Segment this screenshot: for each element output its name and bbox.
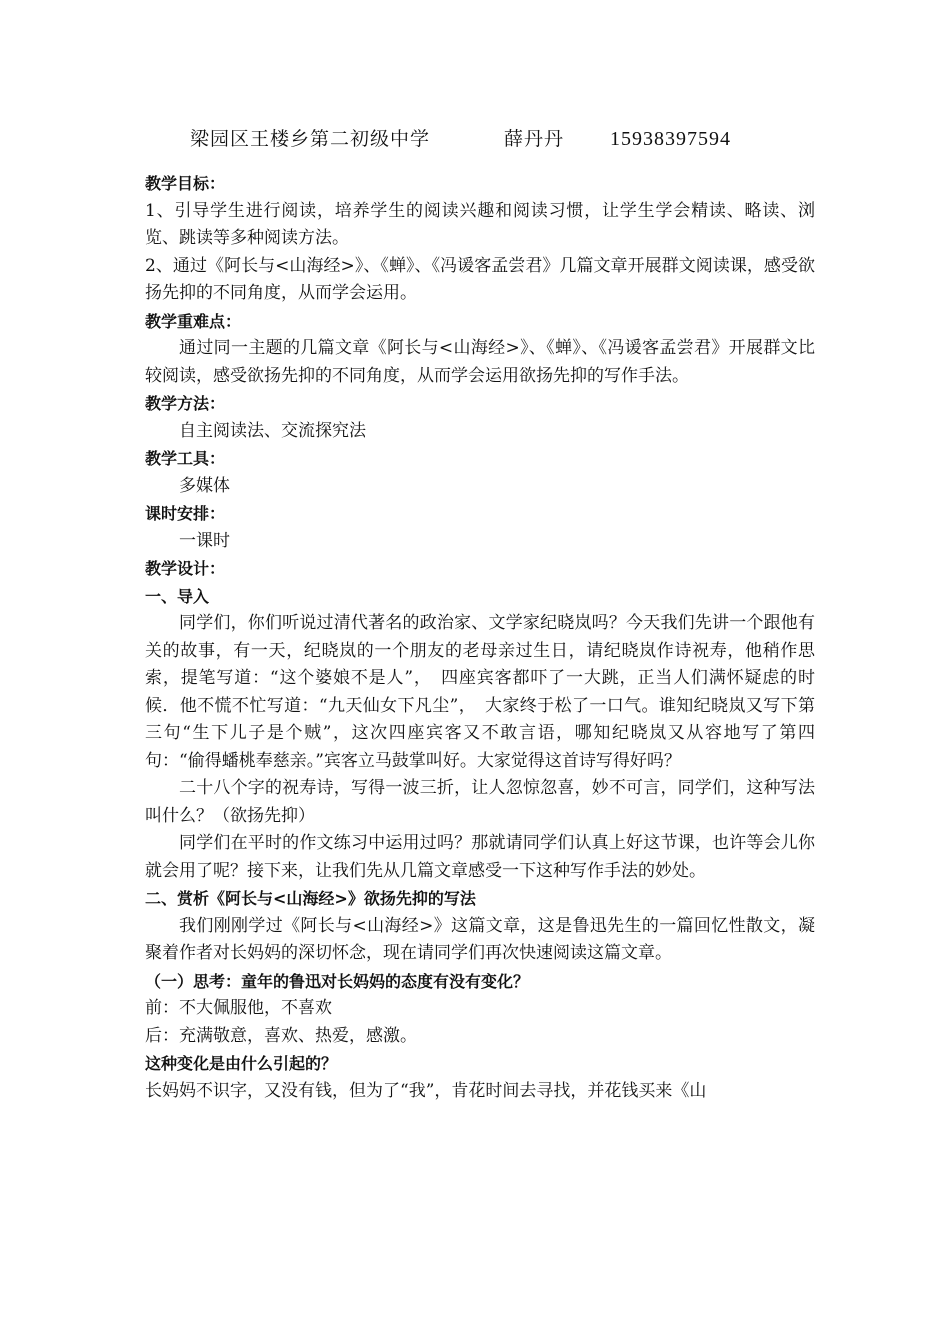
paragraph-key-points: 通过同一主题的几篇文章《阿长与<山海经>》、《蝉》、《冯谖客孟尝君》开展群文比较阅读，感受欲扬先抑的不同角度，从而学会运用欲扬先抑的写作手法。 <box>145 338 815 386</box>
section-heading-design: 教学设计： <box>145 559 226 578</box>
phone-number: 15938397594 <box>610 128 732 150</box>
section-heading-goals: 教学目标： <box>145 174 226 193</box>
section-heading-key-points: 教学重难点： <box>145 311 242 331</box>
document-header <box>190 124 910 151</box>
author-name: 薛丹丹 <box>504 128 565 150</box>
paragraph-answer: 长妈妈不识字，又没有钱，但为了“我”，肯花时间去寻找，并花钱买来《山 <box>145 1080 707 1101</box>
document-body <box>145 170 815 1105</box>
paragraph-goal-2: 2、通过《阿长与<山海经>》、《蝉》、《冯谖客孟尝君》几篇文章开展群文阅读课，感受欲扬先抑的不同角度，从而学会运用。 <box>145 255 815 303</box>
paragraph-schedule: 一课时 <box>179 530 230 551</box>
question-heading-2: 这种变化是由什么引起的？ <box>145 1054 338 1073</box>
question-heading-1: （一）思考：童年的鲁迅对长妈妈的态度有没有变化？ <box>145 971 530 991</box>
paragraph-tools: 多媒体 <box>179 475 230 496</box>
paragraph-after: 后：充满敬意，喜欢、热爱，感激。 <box>145 1025 417 1046</box>
subsection-heading-analysis: 二、赏析《阿长与<山海经>》欲扬先抑的写法 <box>145 889 476 908</box>
paragraph-intro-2: 二十八个字的祝寿诗，写得一波三折，让人忽惊忽喜，妙不可言，同学们，这种写法叫什么？（欲扬先抑） <box>145 778 815 826</box>
paragraph-before: 前：不大佩服他，不喜欢 <box>145 998 332 1018</box>
section-heading-methods: 教学方法： <box>145 394 226 413</box>
paragraph-intro-3: 同学们在平时的作文练习中运用过吗？那就请同学们认真上好这节课，也许等会儿你就会用了呢？接下来，让我们先从几篇文章感受一下这种写作手法的妙处。 <box>145 833 815 881</box>
subsection-heading-intro: 一、导入 <box>145 586 210 606</box>
school-name: 梁园区王楼乡第二初级中学 <box>190 128 431 150</box>
section-heading-tools: 教学工具： <box>145 449 226 468</box>
paragraph-methods: 自主阅读法、交流探究法 <box>179 420 366 441</box>
paragraph-goal-1: 1、引导学生进行阅读，培养学生的阅读兴趣和阅读习惯，让学生学会精读、略读、浏览、跳读等多种阅读方法。 <box>145 200 815 248</box>
paragraph-intro-1: 同学们，你们听说过清代著名的政治家、文学家纪晓岚吗？今天我们先讲一个跟他有关的故事，有一天，纪晓岚的一个朋友的老母亲过生日，请纪晓岚作诗祝寿，他稍作思索，提笔写道：“这个婆娘不是人”， 四座宾客都吓了一大跳，正当人们满怀疑虑的时候．他不慌不忙写道：“九天仙女下凡尘”， 大家终于松了一口气。谁知纪晓岚又写下第三句“生下儿子是个贼”，这次四座宾客又不敢言语，哪知纪晓岚又从容地写了第四句：“偷得蟠桃奉慈亲。”宾客立马鼓掌叫好。大家觉得这首诗写得好吗？ <box>145 613 815 771</box>
paragraph-analysis-1: 我们刚刚学过《阿长与<山海经>》这篇文章，这是鲁迅先生的一篇回忆性散文，凝聚着作者对长妈妈的深切怀念，现在请同学们再次快速阅读这篇文章。 <box>145 915 815 963</box>
section-heading-schedule: 课时安排： <box>145 504 226 523</box>
